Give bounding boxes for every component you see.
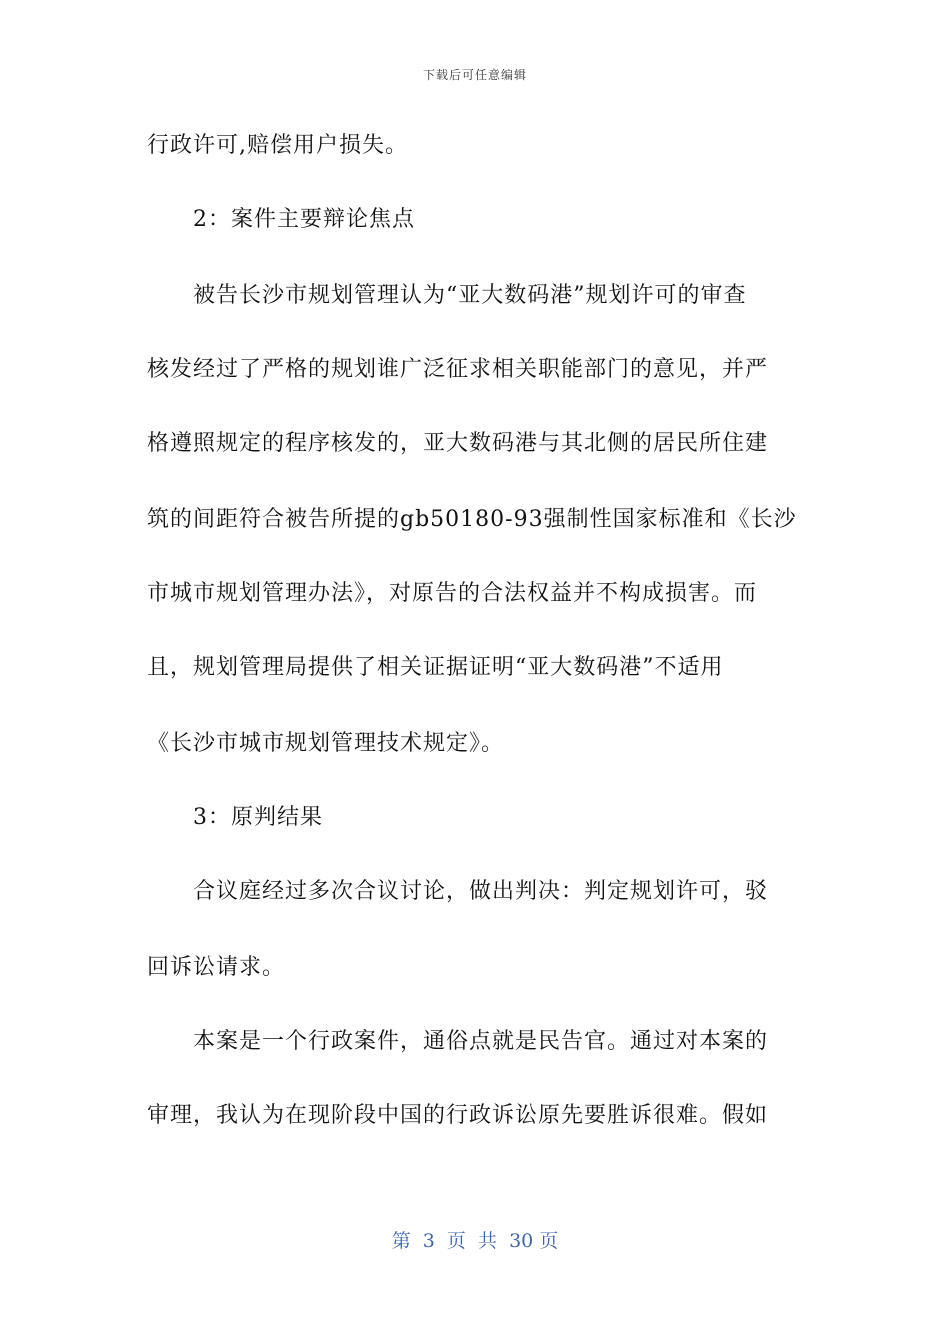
text-line: 审理，我认为在现阶段中国的行政诉讼原先要胜诉很难。假如 bbox=[147, 1103, 769, 1128]
text-line: 且，规划管理局提供了相关证据证明“亚大数码港”不适用 bbox=[147, 655, 724, 680]
header-note: 下载后可任意编辑 bbox=[422, 68, 527, 82]
section-heading: 2：案件主要辩论焦点 bbox=[193, 207, 415, 232]
text-line: 本案是一个行政案件，通俗点就是民告官。通过对本案的 bbox=[193, 1029, 769, 1054]
text-line: 被告长沙市规划管理认为“亚大数码港”规划许可的审查 bbox=[193, 283, 747, 308]
text-line: 行政许可,赔偿用户损失。 bbox=[147, 133, 408, 158]
text-line: 合议庭经过多次合议讨论，做出判决：判定规划许可，驳 bbox=[193, 879, 769, 904]
text-line: 格遵照规定的程序核发的，亚大数码港与其北侧的居民所住建 bbox=[147, 431, 769, 456]
text-line: 《长沙市城市规划管理技术规定》。 bbox=[147, 731, 505, 756]
text-line: 市城市规划管理办法》，对原告的合法权益并不构成损害。而 bbox=[147, 581, 758, 606]
text-line: 筑的间距符合被告所提的gb50180-93强制性国家标准和《长沙 bbox=[147, 507, 797, 532]
text-line: 核发经过了严格的规划谁广泛征求相关职能部门的意见，并严 bbox=[147, 357, 769, 382]
section-heading: 3：原判结果 bbox=[193, 805, 323, 830]
text-line: 回诉讼请求。 bbox=[147, 955, 286, 980]
page-indicator: 第 3 页 共 30 页 bbox=[391, 1230, 559, 1252]
